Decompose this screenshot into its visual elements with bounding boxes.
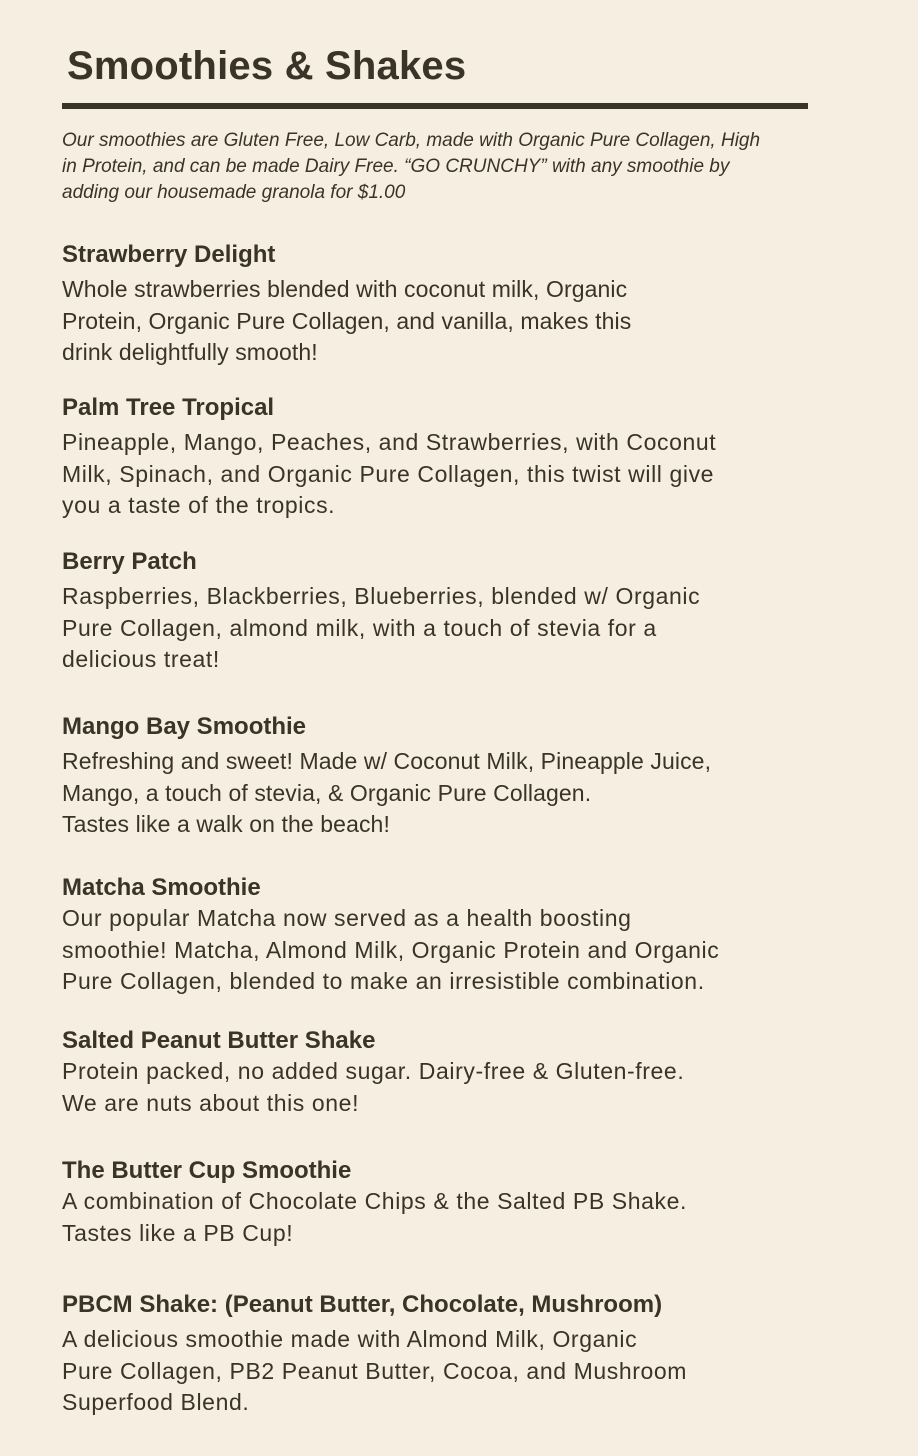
menu-item-mango-bay-smoothie	[62, 712, 711, 841]
item-name: Mango Bay Smoothie	[62, 713, 307, 740]
menu-item-pbcm-shake	[62, 1290, 687, 1419]
item-name: Matcha Smoothie	[62, 874, 261, 901]
item-description: A combination of Chocolate Chips & the Salted PB Shake. Tastes like a PB Cup!	[62, 1188, 687, 1246]
item-name: Berry Patch	[62, 548, 197, 575]
item-name: PBCM Shake: (Peanut Butter, Chocolate, Mushroom)	[62, 1291, 663, 1318]
menu-item-butter-cup-smoothie	[62, 1156, 687, 1249]
menu-item-strawberry-delight	[62, 240, 631, 369]
title-divider	[62, 103, 808, 109]
item-name: Palm Tree Tropical	[62, 394, 275, 421]
menu-item-palm-tree-tropical	[62, 393, 716, 522]
item-description: Refreshing and sweet! Made w/ Coconut Milk, Pineapple Juice, Mango, a touch of stevia, & Organic Pure Collagen. Tastes like a walk on the beach!	[62, 748, 712, 837]
item-description: Our popular Matcha now served as a health boosting smoothie! Matcha, Almond Milk, Organic Protein and Organic Pure Collagen, blended to make an irresistible combination.	[62, 905, 720, 994]
item-description: Pineapple, Mango, Peaches, and Strawberries, with Coconut Milk, Spinach, and Organic Pure Collagen, this twist will give you a taste of the tropics.	[62, 429, 717, 518]
menu-title: Smoothies & Shakes	[67, 44, 467, 88]
item-name: Strawberry Delight	[62, 241, 276, 268]
item-name: The Butter Cup Smoothie	[62, 1157, 352, 1184]
menu-intro: Our smoothies are Gluten Free, Low Carb, made with Organic Pure Collagen, High in Protein, and can be made Dairy Free. “GO CRUNCHY” with any smoothie by adding our housemade granola for $1.00	[62, 130, 761, 203]
item-description: Raspberries, Blackberries, Blueberries, blended w/ Organic Pure Collagen, almond milk, with a touch of stevia for a delicious treat!	[62, 583, 701, 672]
item-description: Whole strawberries blended with coconut milk, Organic Protein, Organic Pure Collagen, and vanilla, makes this drink delightfully smooth!	[62, 276, 632, 365]
item-description: Protein packed, no added sugar. Dairy-free & Gluten-free. We are nuts about this one!	[62, 1058, 685, 1116]
menu-item-berry-patch	[62, 547, 700, 676]
menu-item-matcha-smoothie	[62, 873, 719, 998]
item-description: A delicious smoothie made with Almond Milk, Organic Pure Collagen, PB2 Peanut Butter, Cocoa, and Mushroom Superfood Blend.	[62, 1326, 688, 1415]
menu-item-salted-peanut-butter-shake	[62, 1026, 684, 1119]
item-name: Salted Peanut Butter Shake	[62, 1027, 376, 1054]
